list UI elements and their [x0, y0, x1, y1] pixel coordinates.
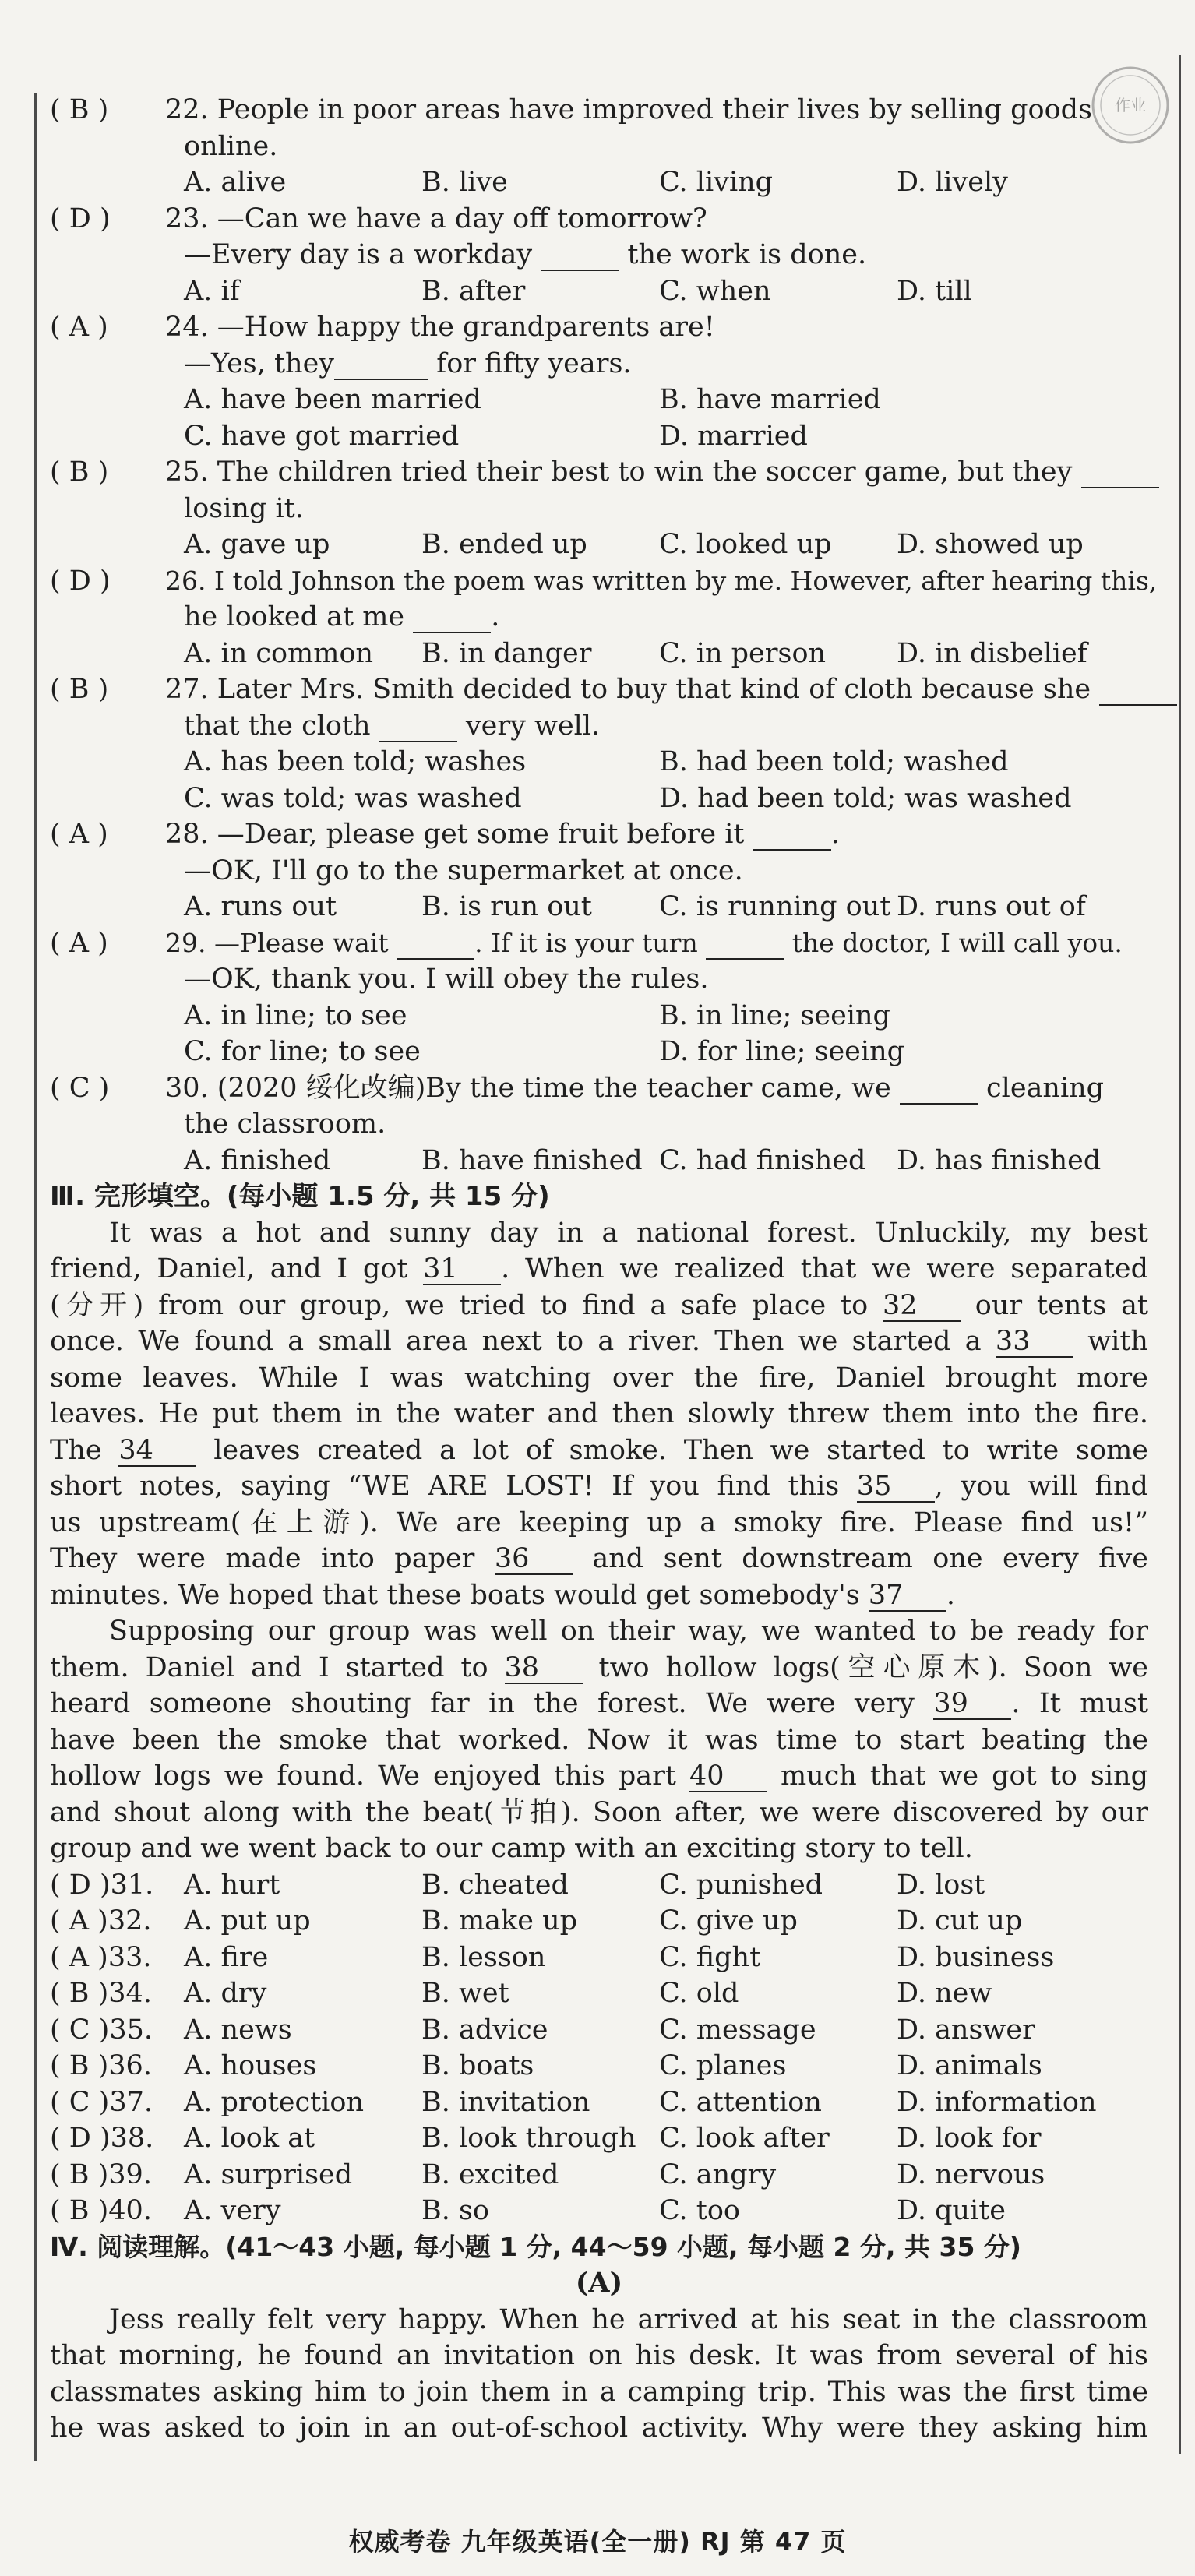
cloze-row-38: ( D )38. A. look at B. look through C. look after D. look for — [50, 2123, 1042, 2154]
page-footer: 权威考卷 九年级英语(全一册) RJ 第 47 页 — [348, 2527, 847, 2557]
q28-options: A. runs out B. is run out C. is running out D. runs out of — [184, 891, 1086, 922]
page-content: ( B ) 22. People in poor areas have improved their lives by selling goods online. A. alive B. live C. living D. lively ( D ) 23. —Can we have a day off tomorrow? —Every day is a workday the work is done. A. if B. after C. when D. till ( A ) 24. —How happy the grandparents are! —Yes, they for fifty years. A. have been married B. have married C. have got married D. married ( B ) 25. The children tried their best to win the soccer game, but they losing it. A. gave up B. ended up C. looked up D. showed up ( D ) 26. I told Johnson the poem was written by me. However, after hearing this, he looked at me . A. in common B. in danger C. in person D. in disbelief ( B ) 27. Later Mrs. Smith decided to buy that kind of cloth because she that the cloth very well. A. has been told; washes B. had been told; washed C. was told; was washed D. had been told; was washed ( A ) 28. —Dear, please get some fruit before it . —OK, I'll go to the supermarket at once. A. runs out B. is run out C. is running out D. runs out of ( A ) 29. —Please wait . If it is your turn the doctor, I will call you. —OK, thank you. I will obey the rules. A. in line; to see B. in line; seeing C. for line; to see D. for line; seeing ( C ) 30. (2020 绥化改编)By the time the teacher came, we cleaning the classroom. A. finished B. have finished C. had finished D. has finished Ⅲ. 完形填空。(每小题 1.5 分, 共 15 分) It was a hot and sunny day in a national forest. Unluckily, my best friend, Daniel, and I got 31 . When we realized that we were separated (分开) from our group, we tried to find a safe place to 32 our tents at once. We found a small area next to a river. Then we started a 33 with some leaves. While I was watching over the fire, Daniel brought more leaves. He put them in the water and then slowly threw them into the fire. The 34 leaves created a lot of smoke. Then we started to write some short notes, saying “WE ARE LOST! If you find this 35 , you will find us upstream(在上游). We are keeping up a smoky fire. Please find us!” They were made into paper 36 and sent downstream one every five minutes. We hoped that these boats would get somebody's 37 . Supposing our group was well on their way, we wanted to be ready for them. Daniel and I started to 38 two hollow logs(空心原木). Soon we heard someone shouting far in the forest. We were very 39 . It must have been the smoke that worked. Now it was time to start beating the hollow logs we found. We enjoyed this part 40 much that we got to sing and shout along with the beat(节拍). Soon after, we were discovered by our group and we went back to our camp with an exciting story to tell. ( D )31. A. hurt B. cheated C. punished D. lost ( A )32. A. put up B. make up C. give up D. cut up ( A )33. A. fire B. lesson C. fight D. business ( B )34. A. dry B. wet C. old D. new ( C )35. A. news B. advice C. message D. answer ( B )36. A. houses B. boats C. planes D. animals ( C )37. A. protection B. invitation C. attention D. information ( D )38. A. look at B. look through C. look after D. look for ( B )39. A. surprised B. excited C. angry D. nervous ( B )40. A. very B. so C. too D. quite Ⅳ. 阅读理解。(41～43 小题, 每小题 1 分, 44～59 小题, 每小题 2 分, 共 35 分) (A) Jess really felt very happy. When he arrived at his seat in the classroom that morning, he found an invitation on his desk. It was from several of his classmates asking him to join them in a camping trip. This was the first time he was asked to join in an out-of-school activity. Why were they asking him — [50, 92, 1148, 2447]
blank-35[interactable]: 35 — [857, 1471, 935, 1503]
cloze-row-35: ( C )35. A. news B. advice C. message D. answer — [50, 2014, 1035, 2046]
cloze-row-37: ( C )37. A. protection B. invitation C. attention D. information — [50, 2086, 1097, 2118]
cloze-row-31: ( D )31. A. hurt B. cheated C. punished D. lost — [50, 1869, 985, 1901]
cloze-passage: It was a hot and sunny day in a national forest. Unluckily, my best friend, Daniel, and I got 31 . When we realized that we were separated (分开) from our group, we tried to find a safe place to 32 our tents at once. We found a small area next to a river. Then we started a 33 with some leaves. While I was watching over the fire, Daniel brought more leaves. He put them in the water and then slowly threw them into the fire. The 34 leaves created a lot of smoke. Then we started to write some short notes, saying “WE ARE LOST! If you find this 35 , you will find us upstream(在上游). We are keeping up a smoky fire. Please find us!” They were made into paper 36 and sent downstream one every five minutes. We hoped that these boats would get somebody's 37 . Supposing our group was well on their way, we wanted to be ready for them. Daniel and I started to 38 two hollow logs(空心原木). Soon we heard someone shouting far in the forest. We were very 39 . It must have been the smoke that worked. Now it was time to start beating the hollow logs we found. We enjoyed this part 40 much that we got to sing and shout along with the beat(节拍). Soon after, we were discovered by our group and we went back to our camp with an exciting story to tell. — [50, 1217, 1148, 1864]
answer-blank[interactable] — [413, 602, 491, 633]
cloze-row-34: ( B )34. A. dry B. wet C. old D. new — [50, 1978, 992, 2009]
q29-options: A. in line; to see B. in line; seeing — [184, 999, 890, 1031]
q23-options: A. if B. after C. when D. till — [184, 275, 972, 307]
q30-options: A. finished B. have finished C. had finished D. has finished — [184, 1144, 1102, 1176]
blank-40[interactable]: 40 — [689, 1761, 767, 1792]
q25-options: A. gave up B. ended up C. looked up D. showed up — [184, 529, 1084, 560]
answer-blank[interactable] — [1099, 675, 1177, 706]
section-4-heading: Ⅳ. 阅读理解。(41～43 小题, 每小题 1 分, 44～59 小题, 每小题 2 分, 共 35 分) — [50, 2231, 1021, 2262]
blank-32[interactable]: 32 — [883, 1291, 961, 1322]
answer-blank[interactable] — [541, 240, 619, 271]
cloze-row-40: ( B )40. A. very B. so C. too D. quite — [50, 2195, 1006, 2226]
reading-passage: Jess really felt very happy. When he arrived at his seat in the classroom that morning, he found an invitation on his desk. It was from several of his classmates asking him to join them in a camping trip. This was the first time he was asked to join in an out-of-school activity. Why were they asking him — [50, 2303, 1148, 2444]
answer-blank[interactable] — [397, 929, 474, 960]
left-margin-rule — [34, 93, 37, 2461]
cloze-row-33: ( A )33. A. fire B. lesson C. fight D. business — [50, 1941, 1055, 1973]
blank-38[interactable]: 38 — [505, 1653, 583, 1684]
q27-options: A. has been told; washes B. had been told; washed — [184, 746, 1009, 777]
blank-34[interactable]: 34 — [118, 1436, 196, 1467]
passage-a-label: (A) — [575, 2267, 623, 2299]
question-27: ( B ) 27. Later Mrs. Smith decided to buy that kind of cloth because she — [50, 671, 1148, 708]
answer-blank[interactable] — [706, 929, 784, 960]
question-26: ( D ) 26. I told Johnson the poem was written by me. However, after hearing this, — [50, 565, 1158, 597]
blank-37[interactable]: 37 — [869, 1580, 946, 1612]
answer-blank[interactable] — [379, 711, 457, 742]
blank-31[interactable]: 31 — [423, 1254, 501, 1285]
section-3-heading: Ⅲ. 完形填空。(每小题 1.5 分, 共 15 分) — [50, 1181, 550, 1212]
answer-blank[interactable] — [753, 819, 831, 851]
cloze-options — [50, 1867, 1148, 2229]
question-25: ( B ) 25. The children tried their best to win the soccer game, but they — [50, 454, 1148, 491]
answer-blank[interactable] — [334, 349, 428, 380]
question-30: ( C ) 30. (2020 绥化改编)By the time the teacher came, we cleaning — [50, 1072, 1105, 1104]
cloze-row-36: ( B )36. A. houses B. boats C. planes D. animals — [50, 2050, 1042, 2081]
question-23: ( D ) 23. —Can we have a day off tomorrow? — [50, 203, 707, 234]
svg-text:作业: 作业 — [1115, 96, 1146, 115]
q26-options: A. in common B. in danger C. in person D. in disbelief — [184, 637, 1087, 669]
q24-options: A. have been married B. have married — [184, 384, 881, 415]
cloze-row-39: ( B )39. A. surprised B. excited C. angry D. nervous — [50, 2158, 1045, 2190]
blank-33[interactable]: 33 — [996, 1327, 1073, 1358]
blank-39[interactable]: 39 — [933, 1689, 1011, 1720]
blank-36[interactable]: 36 — [495, 1544, 573, 1575]
cloze-row-32: ( A )32. A. put up B. make up C. give up D. cut up — [50, 1905, 1023, 1936]
right-margin-rule — [1179, 55, 1181, 2454]
question-28: ( A ) 28. —Dear, please get some fruit before it . — [50, 819, 840, 850]
question-22: ( B ) 22. People in poor areas have improved their lives by selling goods — [50, 94, 1093, 125]
answer-blank[interactable] — [900, 1073, 978, 1105]
answer-blank[interactable] — [1081, 457, 1159, 488]
question-24: ( A ) 24. —How happy the grandparents are! — [50, 312, 715, 343]
q22-options: A. alive B. live C. living D. lively — [184, 167, 1008, 198]
question-29: ( A ) 29. —Please wait . If it is your turn the doctor, I will call you. — [50, 927, 1123, 959]
